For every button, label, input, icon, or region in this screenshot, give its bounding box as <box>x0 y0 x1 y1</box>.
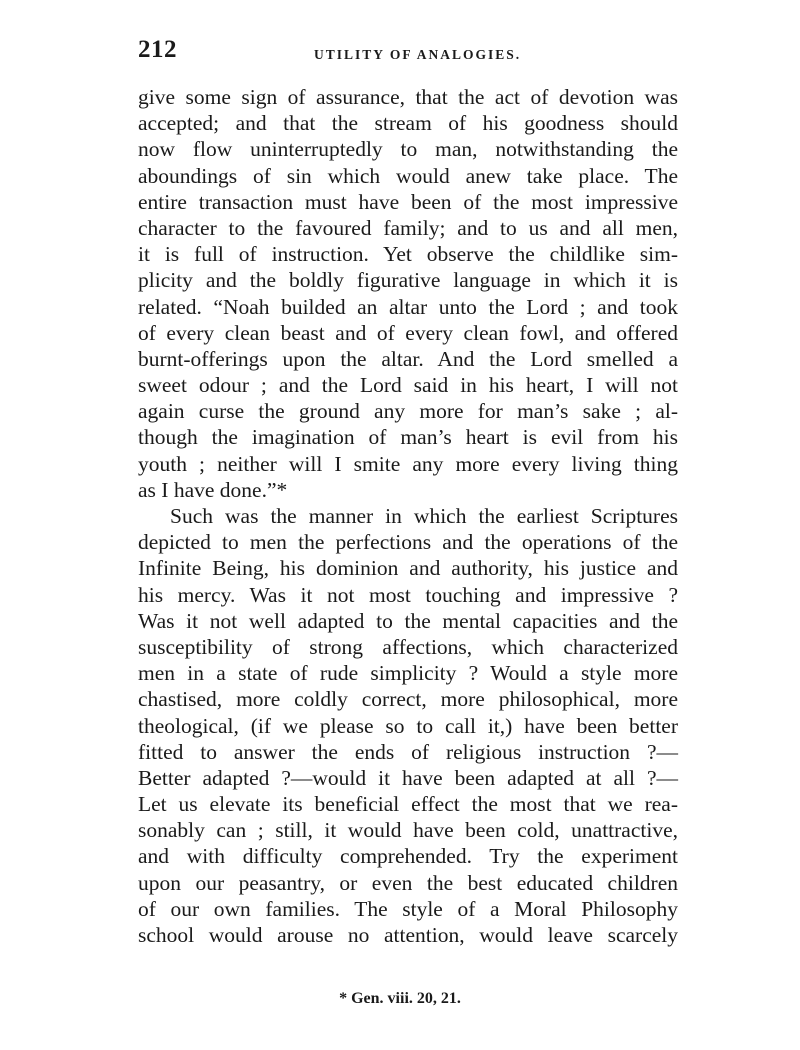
text-line: depicted to men the perfections and the operations of the <box>138 530 678 555</box>
text-line: it is full of instruction. Yet observe the childlike sim- <box>138 242 678 267</box>
text-line: give some sign of assurance, that the act of devotion was <box>138 85 678 109</box>
running-head <box>138 36 678 66</box>
text-line: now flow uninterruptedly to man, notwithstanding the <box>138 137 678 162</box>
text-line: Infinite Being, his dominion and authority, his justice and <box>138 556 678 581</box>
text-line: Was it not well adapted to the mental capacities and the <box>138 608 678 633</box>
text-line: fitted to answer the ends of religious instruction ?— <box>138 739 678 764</box>
text-line: entire transaction must have been of the most impressive <box>138 189 678 214</box>
text-line: of every clean beast and of every clean fowl, and offered <box>138 320 678 345</box>
text-line: plicity and the boldly figurative language in which it is <box>138 268 678 293</box>
text-line: accepted; and that the stream of his goodness should <box>138 111 678 136</box>
text-line: aboundings of sin which would anew take place. The <box>138 163 678 188</box>
footnote: * Gen. viii. 20, 21. <box>339 990 461 1007</box>
text-line: his mercy. Was it not most touching and impressive ? <box>138 582 678 607</box>
text-line: theological, (if we please so to call it,) have been better <box>138 713 678 738</box>
text-line: sweet odour ; and the Lord said in his heart, I will not <box>138 373 678 398</box>
text-line: again curse the ground any more for man’s sake ; al- <box>138 399 678 424</box>
text-line: character to the favoured family; and to us and all men, <box>138 215 678 240</box>
text-line: sonably can ; still, it would have been cold, unattractive, <box>138 818 678 843</box>
text-line: though the imagination of man’s heart is evil from his <box>138 425 678 450</box>
text-line: related. “Noah builded an altar unto the Lord ; and took <box>138 294 678 319</box>
text-line: school would arouse no attention, would leave scarcely <box>138 923 678 947</box>
page-number: 212 <box>138 36 177 63</box>
text-line: Better adapted ?—would it have been adapted at all ?— <box>138 765 678 790</box>
text-line: as I have done.”* <box>138 477 288 502</box>
text-line: Such was the manner in which the earliest Scriptures <box>170 504 678 528</box>
text-line: burnt-offerings upon the altar. And the Lord smelled a <box>138 346 678 371</box>
body-text <box>138 84 678 948</box>
text-line: and with difficulty comprehended. Try the experiment <box>138 844 678 869</box>
text-line: men in a state of rude simplicity ? Would a style more <box>138 661 678 686</box>
text-line: youth ; neither will I smite any more every living thing <box>138 451 678 476</box>
text-line: upon our peasantry, or even the best educated children <box>138 870 678 895</box>
running-title: UTILITY OF ANALOGIES. <box>314 47 522 62</box>
text-line: chastised, more coldly correct, more philosophical, more <box>138 687 678 712</box>
text-line: Let us elevate its beneficial effect the most that we rea- <box>138 792 678 817</box>
text-line: susceptibility of strong affections, which characterized <box>138 634 678 659</box>
text-line: of our own families. The style of a Moral Philosophy <box>138 896 678 921</box>
